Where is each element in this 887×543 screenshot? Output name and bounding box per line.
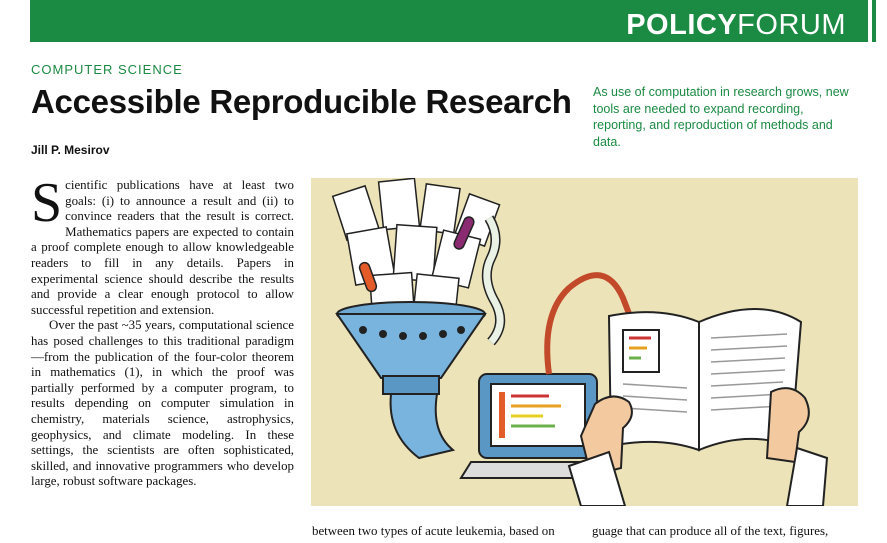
policy-forum-title xyxy=(626,10,846,40)
column-2-fragment: between two types of acute leukemia, based on xyxy=(312,524,555,538)
banner-end-bar xyxy=(872,0,876,42)
column-3-fragment: guage that can produce all of the text, figures, xyxy=(592,524,829,538)
funnel-icon xyxy=(337,302,485,458)
policy-forum-banner xyxy=(30,0,868,42)
banner-end-gap xyxy=(868,0,887,42)
author-name: Jill P. Mesirov xyxy=(31,143,110,157)
drop-cap: S xyxy=(31,172,63,234)
illustration-drawing xyxy=(311,178,858,506)
paragraph-2: Over the past ~35 years, computational science has posed challenges to this traditional paradigm—from the publication of the four-color theorem in mathematics (1), in which the proof was partially performed by a computer program, to results depending on computer simulation in chemistry, materials science, astrophysics, geophysics, and climate modeling. In these settings, the scientists are often sophisticated, skilled, and innovative programmers who develop large, robust software packages. xyxy=(31,318,294,489)
article-title: Accessible Reproducible Research xyxy=(31,83,572,120)
cartoon-illustration xyxy=(311,178,858,506)
article-deck: As use of computation in research grows, new tools are needed to expand recording, reporting, and reproduction of methods and data. xyxy=(593,85,849,149)
body-column-1 xyxy=(31,172,294,490)
forum-title-bold: POLICY xyxy=(626,9,738,41)
paragraph-1 xyxy=(31,172,294,318)
section-label: COMPUTER SCIENCE xyxy=(31,62,183,77)
forum-title-light: FORUM xyxy=(737,9,846,41)
paragraph-1-text: cientific publications have at least two goals: (i) to announce a result and (ii) to convince readers that the result is correct. Mathematics papers are expected to contain a proof complete enough to allow knowledgeable readers to fill in any details. Papers in experimental science should describe the results and provide a clear enough protocol to allow successful repetition and extension. xyxy=(31,178,294,317)
